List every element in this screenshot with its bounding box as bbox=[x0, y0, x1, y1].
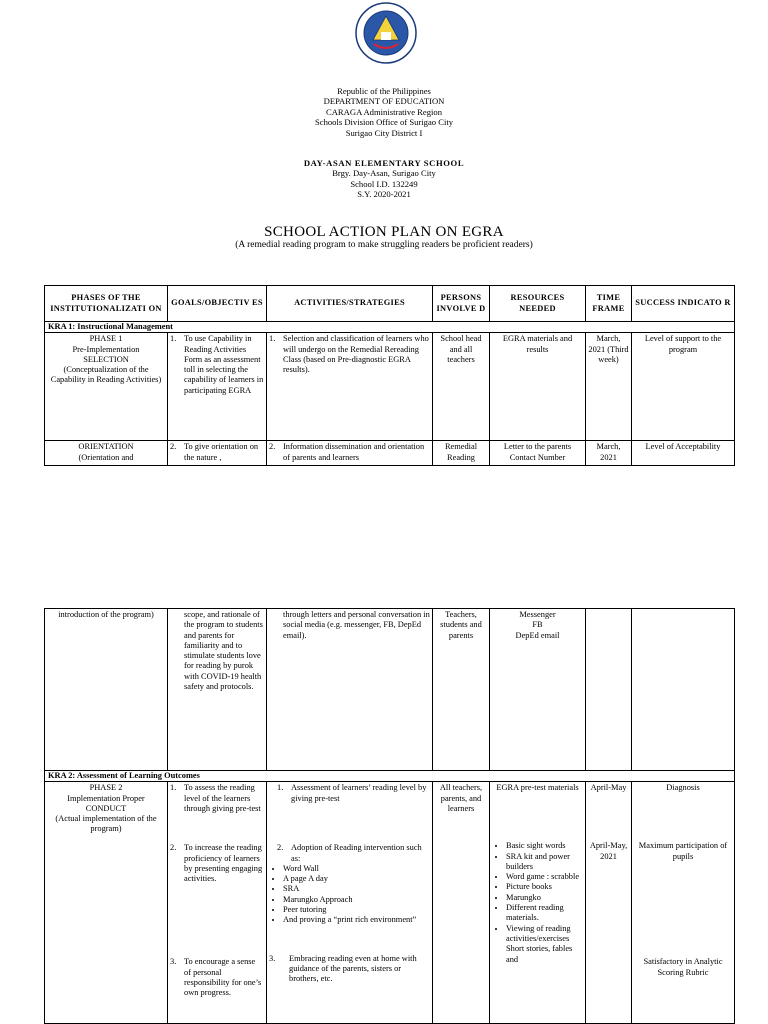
resources-cell bbox=[490, 782, 586, 1024]
document-page-1 bbox=[0, 0, 768, 500]
activity-cell bbox=[267, 609, 433, 771]
time-line: April-May bbox=[590, 783, 627, 793]
school-name: DAY-ASAN ELEMENTARY SCHOOL bbox=[303, 158, 465, 168]
resource-line: Messenger bbox=[519, 610, 556, 619]
phase-line: SELECTION bbox=[83, 354, 129, 364]
persons-cell: All teachers, parents, and learners bbox=[433, 782, 490, 1024]
activity-cell bbox=[267, 782, 433, 1024]
phase-line: Implementation Proper bbox=[67, 793, 145, 803]
phase-cell bbox=[45, 333, 168, 441]
school-line: S.Y. 2020-2021 bbox=[357, 189, 411, 200]
activity-text: Selection and classification of learners who will undergo on the Remedial Rereading Class (based on Pre-diagnostic EGRA results). bbox=[283, 334, 429, 375]
resource-line: Short stories, fables and bbox=[506, 944, 573, 964]
kra-row bbox=[45, 322, 735, 333]
action-plan-table bbox=[44, 285, 735, 466]
indicator-cell bbox=[632, 609, 735, 771]
phase-line: (Conceptualization of the Capability in Reading Activities) bbox=[50, 365, 162, 385]
deped-seal-icon bbox=[355, 2, 417, 64]
activity-cell bbox=[267, 333, 433, 441]
list-item: • Peer tutoring bbox=[283, 905, 430, 915]
resource-line: Letter to the parents bbox=[503, 442, 572, 452]
kra-label: KRA 2: Assessment of Learning Outcomes bbox=[45, 771, 735, 782]
list-item: • SRA kit and power builders bbox=[506, 852, 583, 873]
list-item: • Picture books bbox=[506, 882, 583, 892]
resources-cell bbox=[490, 609, 586, 771]
goal-number: 3. bbox=[170, 957, 177, 967]
government-header bbox=[0, 86, 768, 138]
document-page-2 bbox=[0, 600, 768, 1024]
list-item: • A page A day bbox=[283, 874, 430, 884]
resources-cell bbox=[490, 441, 586, 466]
resources-cell: EGRA materials and results bbox=[490, 333, 586, 441]
header-line: Republic of the Philippines bbox=[337, 86, 431, 96]
persons-cell: Teachers, students and parents bbox=[433, 609, 490, 771]
column-header: PERSONS INVOLVE D bbox=[433, 286, 490, 322]
list-item: • Word Wall bbox=[283, 864, 430, 874]
goal-text: scope, and rationale of the program to students and parents for familiarity and to stimulate students love for reading by purok with COVID-19 health safety and protocols. bbox=[184, 610, 263, 692]
goal-text: To give orientation on the nature , bbox=[184, 442, 259, 462]
column-header: RESOURCES NEEDED bbox=[490, 286, 586, 322]
resource-line: EGRA pre-test materials bbox=[496, 783, 579, 793]
goal-text: To use Capability in Reading Activities Form as an assessment toll in selecting the capability of learners in participating EGRA bbox=[184, 334, 264, 395]
indicator-cell bbox=[632, 782, 735, 1024]
table-header-row bbox=[45, 286, 735, 322]
action-plan-table-continued bbox=[44, 608, 735, 1024]
indicator-cell: Level of Acceptability bbox=[632, 441, 735, 466]
activity-number: 3. bbox=[269, 953, 276, 963]
resource-line: Contact Number bbox=[509, 452, 566, 462]
list-item: • Basic sight words bbox=[506, 841, 583, 851]
list-item: • And proving a “print rich environment” bbox=[283, 915, 430, 925]
time-cell bbox=[586, 609, 632, 771]
phase-line: (Actual implementation of the program) bbox=[55, 814, 157, 834]
phase-cell: introduction of the program) bbox=[45, 609, 168, 771]
column-header: ACTIVITIES/STRATEGIES bbox=[267, 286, 433, 322]
list-item: • Marungko Approach bbox=[283, 895, 430, 905]
intervention-list bbox=[269, 864, 430, 954]
activity-text: through letters and personal conversation in social media (e.g. messenger, FB, DepEd email). bbox=[283, 610, 430, 640]
goal-cell bbox=[168, 441, 267, 466]
activity-text: Embracing reading even at home with guidance of the parents, sisters or brothers, etc. bbox=[289, 953, 417, 984]
activity-number: 2. bbox=[269, 442, 276, 452]
activity-text: Assessment of learners’ reading level by giving pre-test bbox=[291, 783, 427, 803]
goal-text: To encourage a sense of personal responsibility for one’s own progress. bbox=[184, 957, 262, 998]
goal-number: 1. bbox=[170, 334, 177, 344]
school-header bbox=[0, 158, 768, 200]
persons-cell: School head and all teachers bbox=[433, 333, 490, 441]
school-line: School I.D. 132249 bbox=[350, 178, 418, 189]
phase-cell bbox=[45, 782, 168, 1024]
list-item: • Viewing of reading activities/exercises bbox=[506, 924, 583, 945]
indicator-line: Maximum participation of pupils bbox=[638, 841, 728, 861]
column-header: GOALS/OBJECTIV ES bbox=[168, 286, 267, 322]
phase-line: (Orientation and bbox=[78, 452, 134, 462]
goal-number: 1. bbox=[170, 783, 177, 793]
list-item: • Different reading materials. bbox=[506, 903, 583, 924]
activity-text: Information dissemination and orientation of parents and learners bbox=[283, 442, 425, 462]
column-header: SUCCESS INDICATO R bbox=[632, 286, 735, 322]
goal-text: To increase the reading proficiency of learners by presenting engaging activities. bbox=[184, 843, 263, 884]
table-row bbox=[45, 609, 735, 771]
school-line: Brgy. Day-Asan, Surigao City bbox=[332, 168, 436, 179]
activity-cell bbox=[267, 441, 433, 466]
table-row bbox=[45, 333, 735, 441]
indicator-line: Satisfactory in Analytic Scoring Rubric bbox=[643, 957, 723, 977]
phase-line: CONDUCT bbox=[85, 803, 127, 813]
list-item: • Marungko bbox=[506, 893, 583, 903]
persons-cell: Remedial Reading bbox=[433, 441, 490, 466]
resource-line: FB bbox=[532, 620, 543, 630]
kra-row bbox=[45, 771, 735, 782]
goal-number: 2. bbox=[170, 442, 177, 452]
header-line: DEPARTMENT OF EDUCATION bbox=[323, 96, 445, 107]
goal-cell bbox=[168, 609, 267, 771]
goal-cell bbox=[168, 782, 267, 1024]
header-line: CARAGA Administrative Region bbox=[325, 106, 442, 117]
phase-line: Pre-Implementation bbox=[72, 344, 140, 354]
header-line: Surigao City District I bbox=[345, 127, 423, 138]
time-cell bbox=[586, 782, 632, 1024]
phase-cell bbox=[45, 441, 168, 466]
goal-text: To assess the reading level of the learners through giving pre-test bbox=[184, 783, 261, 813]
resource-line: DepEd email bbox=[515, 630, 560, 640]
phase-line: PHASE 1 bbox=[89, 334, 123, 344]
time-cell: March, 2021 bbox=[586, 441, 632, 466]
resources-list bbox=[492, 841, 583, 944]
document-subtitle: (A remedial reading program to make struggling readers be proficient readers) bbox=[235, 240, 533, 250]
document-title: SCHOOL ACTION PLAN ON EGRA bbox=[264, 224, 504, 240]
column-header: TIME FRAME bbox=[586, 286, 632, 322]
activity-number: 1. bbox=[269, 334, 276, 344]
goal-cell bbox=[168, 333, 267, 441]
header-line: Schools Division Office of Surigao City bbox=[314, 117, 454, 128]
list-item: • Word game : scrabble bbox=[506, 872, 583, 882]
activity-number: 1. bbox=[277, 783, 284, 793]
goal-number: 2. bbox=[170, 843, 177, 853]
table-row bbox=[45, 441, 735, 466]
time-cell: March, 2021 (Third week) bbox=[586, 333, 632, 441]
list-item: • SRA bbox=[283, 884, 430, 894]
indicator-line: Diagnosis bbox=[666, 783, 700, 793]
column-header: PHASES OF THE INSTITUTIONALIZATI ON bbox=[45, 286, 168, 322]
activity-number: 2. bbox=[277, 843, 284, 853]
table-row bbox=[45, 782, 735, 1024]
indicator-cell: Level of support to the program bbox=[632, 333, 735, 441]
time-line: April-May, 2021 bbox=[589, 841, 628, 861]
activity-text: Adoption of Reading intervention such as: bbox=[291, 843, 422, 863]
phase-line: ORIENTATION bbox=[78, 442, 134, 452]
kra-label: KRA 1: Instructional Management bbox=[45, 322, 735, 333]
phase-line: PHASE 2 bbox=[89, 783, 123, 793]
